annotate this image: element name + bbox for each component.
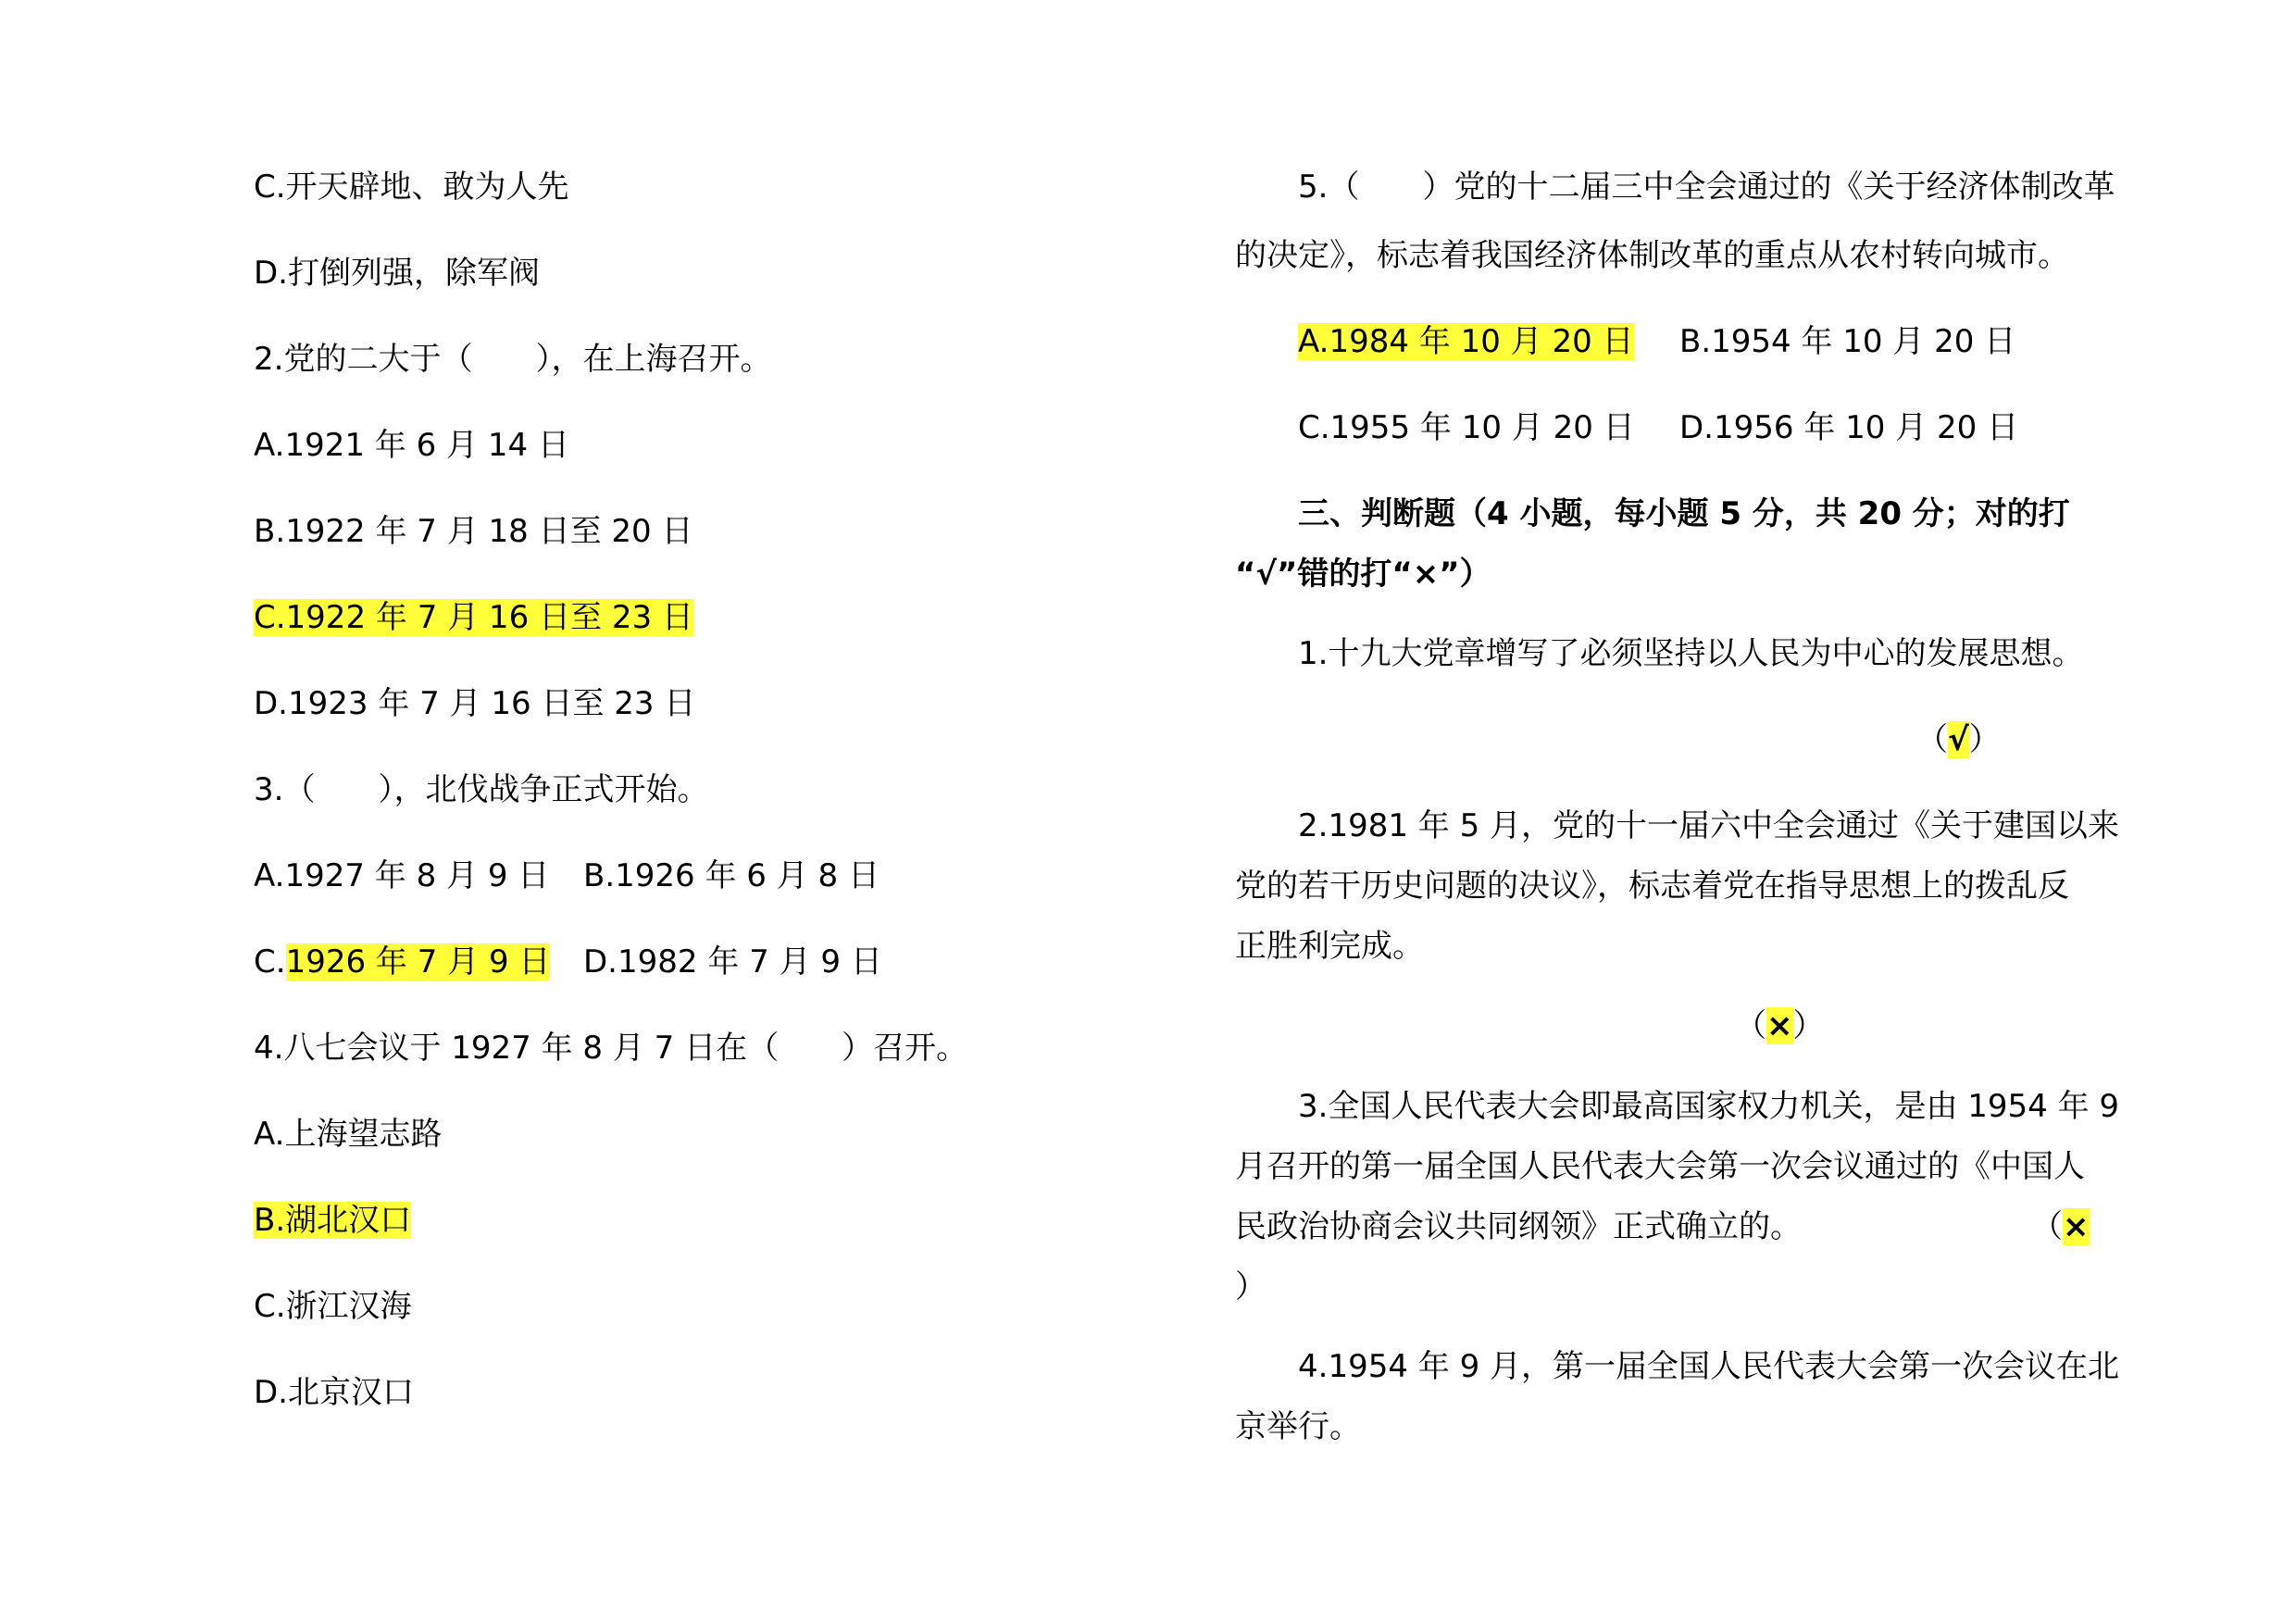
tf1-statement: 1.十九大党章增写了必须坚持以人民为中心的发展思想。 (1298, 635, 2084, 672)
section3-heading-line1: 三、判断题（4 小题，每小题 5 分，共 20 分；对的打 (1298, 495, 2070, 532)
q3-option-b: B.1926 年 6 月 8 日 (583, 857, 880, 894)
paren-open: （ (2031, 1208, 2063, 1245)
q2-stem: 2.党的二大于（ ），在上海召开。 (254, 341, 772, 378)
cross-mark-icon: × (1766, 1007, 1793, 1044)
tf3-statement-line1: 3.全国人民代表大会即最高国家权力机关，是由 1954 年 9 (1298, 1088, 2120, 1125)
q3-option-c-prefix: C. (254, 943, 286, 981)
tf4-statement-line2: 京举行。 (1235, 1408, 1361, 1445)
paren-open: （ (1916, 721, 1948, 758)
q2-option-c-answer (254, 597, 693, 638)
q5-stem-line1: 5.（ ）党的十二届三中全会通过的《关于经济体制改革 (1298, 169, 2115, 206)
q3-option-d: D.1982 年 7 月 9 日 (583, 943, 882, 981)
q4-option-b-answer (254, 1200, 411, 1241)
q4-stem: 4.八七会议于 1927 年 8 月 7 日在（ ）召开。 (254, 1030, 968, 1067)
q3-option-a: A.1927 年 8 月 9 日 (254, 857, 550, 894)
highlight-answer: 1926 年 7 月 9 日 (285, 943, 551, 981)
q5-option-b: B.1954 年 10 月 20 日 (1679, 323, 2016, 360)
check-mark-icon: √ (1948, 721, 1969, 758)
q1-option-d: D.打倒列强，除军阀 (254, 255, 540, 292)
tf1-answer-box (1916, 719, 2001, 760)
cross-mark-icon: × (2063, 1208, 2090, 1245)
q5-stem-line2: 的决定》，标志着我国经济体制改革的重点从农村转向城市。 (1235, 237, 2069, 274)
tf2-answer-box (1735, 1006, 1825, 1046)
tf3-paren-close: ） (1235, 1268, 1267, 1305)
q3-option-c (254, 942, 550, 982)
q5-option-a-answer (1298, 321, 1634, 362)
highlight-answer: C.1922 年 7 月 16 日至 23 日 (254, 599, 693, 636)
paren-close: ） (1968, 721, 2001, 758)
highlight-answer: A.1984 年 10 月 20 日 (1298, 323, 1634, 360)
q2-option-d: D.1923 年 7 月 16 日至 23 日 (254, 685, 696, 722)
q5-option-d: D.1956 年 10 月 20 日 (1679, 409, 2019, 446)
highlight-answer: B.湖北汉口 (254, 1202, 412, 1239)
q1-option-c: C.开天辟地、敢为人先 (254, 169, 569, 206)
tf3-statement-line3: 民政治协商会议共同纲领》正式确立的。 (1235, 1208, 1802, 1245)
q4-option-c: C.浙江汉海 (254, 1288, 412, 1325)
tf2-statement-line3: 正胜利完成。 (1235, 928, 1424, 965)
tf2-statement-line1: 2.1981 年 5 月，党的十一届六中全会通过《关于建国以来 (1298, 807, 2120, 844)
tf3-statement-line2: 月召开的第一届全国人民代表大会第一次会议通过的《中国人 (1235, 1148, 2085, 1185)
q4-option-d: D.北京汉口 (254, 1374, 414, 1411)
paren-close: ） (1792, 1007, 1825, 1044)
q4-option-a: A.上海望志路 (254, 1116, 443, 1153)
q2-option-a: A.1921 年 6 月 14 日 (254, 427, 569, 464)
q5-option-c: C.1955 年 10 月 20 日 (1298, 409, 1635, 446)
section3-heading-line2: “√”错的打“×”） (1235, 556, 1491, 593)
tf2-statement-line2: 党的若干历史问题的决议》，标志着党在指导思想上的拨乱反 (1235, 868, 2069, 905)
tf4-statement-line1: 4.1954 年 9 月，第一届全国人民代表大会第一次会议在北 (1298, 1348, 2120, 1385)
paren-open: （ (1735, 1007, 1766, 1044)
q2-option-b: B.1922 年 7 月 18 日至 20 日 (254, 513, 693, 550)
tf3-answer-box (2031, 1206, 2090, 1247)
q3-stem: 3.（ ），北伐战争正式开始。 (254, 771, 709, 808)
